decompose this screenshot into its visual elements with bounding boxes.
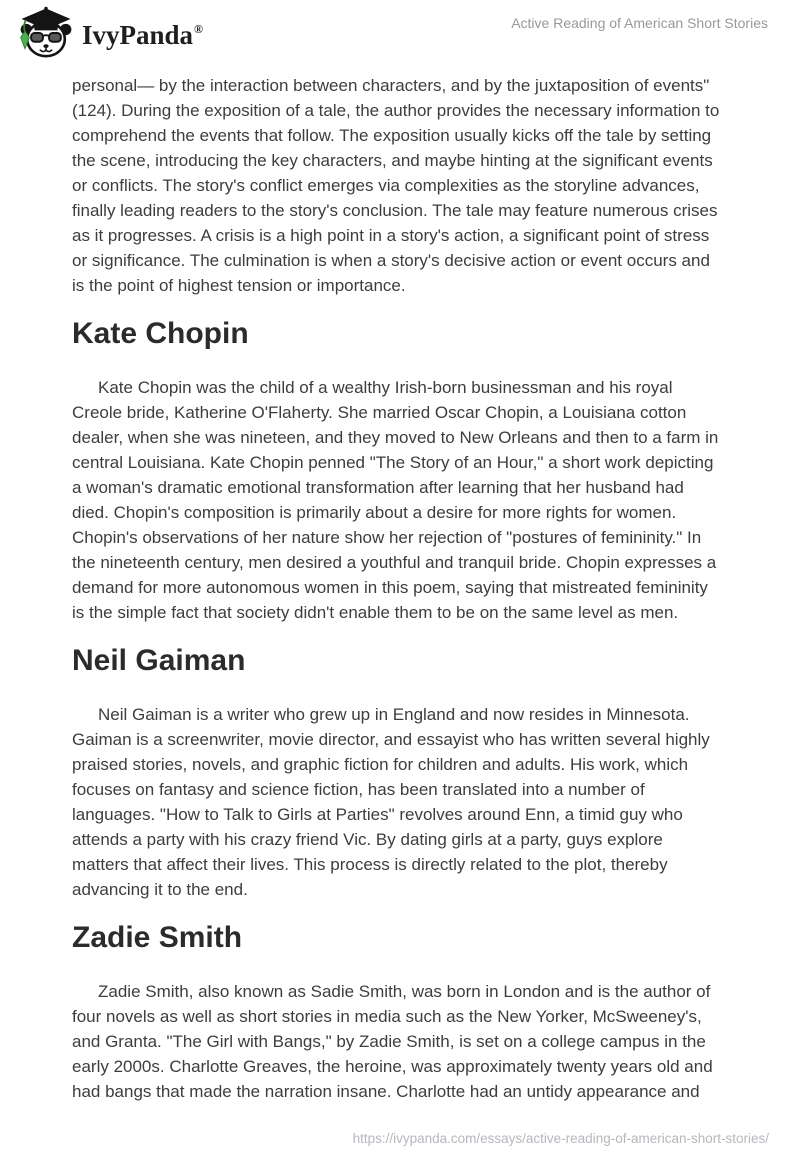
- document-body: [72, 73, 724, 1104]
- section-paragraph-kate-chopin: Kate Chopin was the child of a wealthy Irish-born businessman and his royal Creole bride, Katherine O'Flaherty. She married Oscar Chopin, a Louisiana cotton dealer, when she was nineteen, and they moved to New Orleans and then to a farm in central Louisiana. Kate Chopin penned "The Story of an Hour," a short work depicting a woman's dramatic emotional transformation after learning that her husband had died. Chopin's composition is primarily about a desire for more rights for women. Chopin's observations of her nature show her rejection of "postures of femininity." In the nineteenth century, men desired a youthful and tranquil bride. Chopin expresses a demand for more autonomous women in this poem, saying that mistreated femininity is the simple fact that society didn't enable them to be on the same level as men.: [72, 378, 719, 622]
- section-heading-zadie-smith: Zadie Smith: [72, 921, 243, 954]
- brand-name: [82, 18, 203, 49]
- ivypanda-panda-logo-icon: [17, 5, 75, 61]
- section-paragraph-zadie-smith: Zadie Smith, also known as Sadie Smith, was born in London and is the author of four novels as well as short stories in media such as the New Yorker, McSweeney's, and Granta. "The Girl with Bangs," by Zadie Smith, is set on a college campus in the early 2000s. Charlotte Greaves, the heroine, was approximately twenty years old and had bangs that made the narration insane. Charlotte had an untidy appearance and: [72, 982, 713, 1101]
- section-heading-neil-gaiman: Neil Gaiman: [72, 644, 246, 677]
- registered-trademark-symbol: ®: [194, 21, 204, 36]
- brand: [17, 5, 203, 61]
- source-url-link[interactable]: https://ivypanda.com/essays/active-reading-of-american-short-stories/: [352, 1131, 769, 1146]
- section-paragraph-neil-gaiman: Neil Gaiman is a writer who grew up in England and now resides in Minnesota. Gaiman is a screenwriter, movie director, and essayist who has written several highly praised stories, novels, and graphic fiction for children and adults. His work, which focuses on fantasy and science fiction, has been translated into a number of languages. "How to Talk to Girls at Parties" revolves around Enn, a timid guy who attends a party with his crazy friend Vic. By dating girls at a party, guys explore matters that affect their lives. This process is directly related to the plot, thereby advancing it to the end.: [72, 705, 710, 899]
- section-heading-kate-chopin: Kate Chopin: [72, 317, 249, 350]
- paragraph-continuation: personal— by the interaction between characters, and by the juxtaposition of events" (124). During the exposition of a tale, the author provides the necessary information to comprehend the events that follow. The exposition usually kicks off the tale by setting the scene, introducing the key characters, and maybe hinting at the significant events or conflicts. The story's conflict emerges via complexities as the storyline advances, finally leading readers to the story's conclusion. The tale may feature numerous crises as it progresses. A crisis is a high point in a story's action, a significant point of stress or significance. The culmination is when a story's decisive action or event occurs and is the point of highest tension or importance.: [72, 76, 720, 295]
- running-header-title: Active Reading of American Short Stories: [511, 15, 768, 31]
- brand-text: IvyPanda: [82, 19, 194, 50]
